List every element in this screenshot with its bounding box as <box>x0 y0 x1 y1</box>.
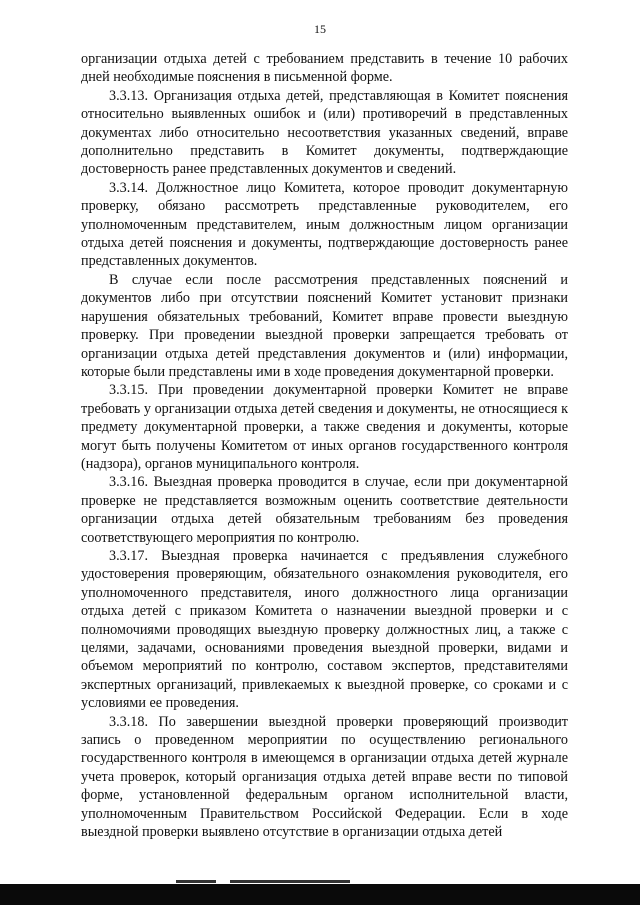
paragraph-3-3-15: 3.3.15. При проведении документарной проверки Комитет не вправе требовать у организации отдыха детей сведения и документы, не относящиеся к предмету документарной проверки, а также сведения и документы, которые могут быть получены Комитетом от иных органов государственного контроля (надзора), органов муниципального контроля. <box>81 382 568 472</box>
paragraph-3-3-16: 3.3.16. Выездная проверка проводится в случае, если при документарной проверке не представляется возможным оценить соответствие деятельности организации отдыха детей обязательным требованиям без проведения соответствующего мероприятия по контролю. <box>81 474 568 546</box>
scan-edge-bar <box>0 884 640 905</box>
scan-artifact <box>230 880 350 883</box>
paragraph-3-3-17: 3.3.17. Выездная проверка начинается с предъявления служебного удостоверения проверяющим, обязательного ознакомления руководителя, его уполномоченного представителя, иного должностного лица организации отдыха детей с приказом Комитета о назначении выездной проверки и с полномочиями проводящих выездную проверку должностных лиц, а также с целями, задачами, основаниями проведения выездной проверки, видами и объемом мероприятий по контролю, составом экспертов, представителями экспертных организаций, привлекаемых к выездной проверке, со сроками и с условиями ее проведения. <box>81 547 568 712</box>
scan-artifact <box>176 880 216 883</box>
paragraph-3-3-14-second: В случае если после рассмотрения представленных пояснений и документов либо при отсутствии пояснений Комитет установит признаки нарушения обязательных требований, Комитет вправе провести выездную проверку. При проведении выездной проверки запрещается требовать от организации отдыха детей представления документов и (или) информации, которые были представлены ими в ходе проведения документарной проверки. <box>81 271 568 380</box>
page-number: 15 <box>314 22 326 36</box>
paragraph-3-3-14: 3.3.14. Должностное лицо Комитета, которое проводит документарную проверку, обязано рассмотреть представленные руководителем, его уполномоченным представителем, иным должностным лицом организации отдыха детей пояснения и документы, подтверждающие достоверность ранее представленных документов. <box>81 179 568 270</box>
document-body <box>81 50 568 841</box>
paragraph-3-3-13: 3.3.13. Организация отдыха детей, представляющая в Комитет пояснения относительно выявленных ошибок и (или) противоречий в представленных документах либо относительно несоответствия указанных сведений, вправе дополнительно представить в Комитет документы, подтверждающие достоверность ранее представленных документов и сведений. <box>81 87 568 178</box>
paragraph-3-3-18: 3.3.18. По завершении выездной проверки проверяющий производит запись о проведенном мероприятии по осуществлению регионального государственного контроля в имеющемся в организации отдыха детей журнале учета проверок, который организация отдыха детей вправе вести по типовой форме, установленной федеральным органом исполнительной власти, уполномоченным Правительством Российской Федерации. Если в ходе выездной проверки выявлено отсутствие в организации отдыха детей <box>81 713 568 841</box>
paragraph-continuation: организации отдыха детей с требованием представить в течение 10 рабочих дней необходимые пояснения в письменной форме. <box>81 51 568 86</box>
